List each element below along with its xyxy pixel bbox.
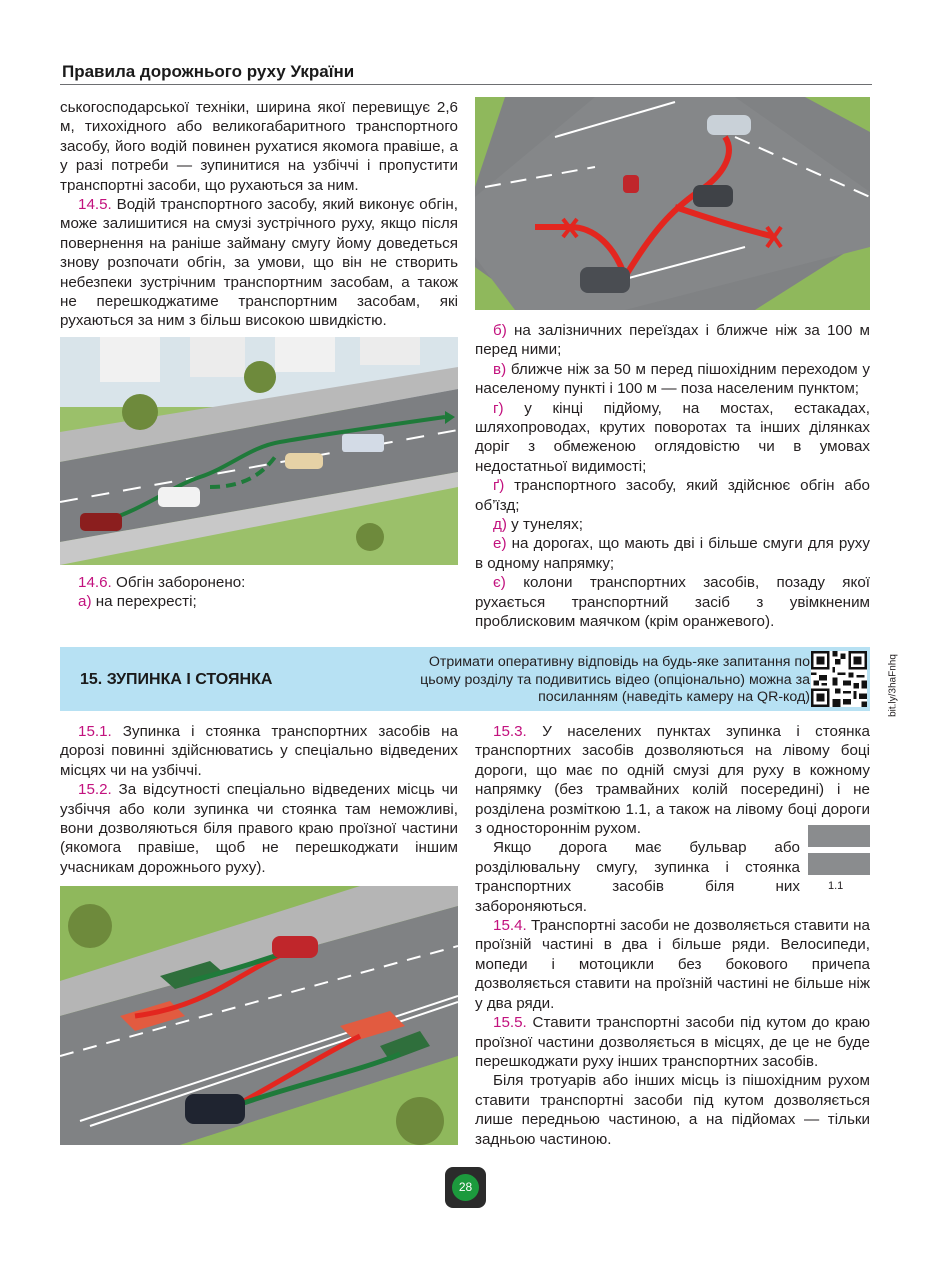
left-column-top	[60, 98, 458, 331]
list-text: на дорогах, що мають дві і більше смуги для руху в одному напрямку;	[475, 535, 870, 572]
list-text: у кінці підйому, на мостах, естакадах, шляхопроводах, крутих поворотах та інших ділянках доріг з обмеженою оглядовістю чи в умовах недостатньої видимості;	[475, 399, 870, 475]
list-text: на залізничних переїздах і ближче ніж за 100 м перед ними;	[475, 322, 870, 359]
paragraph-continuation: ськогосподарської техніки, ширина якої перевищує 2,6 м, тихохідного або великогабаритного транспортного засобу, його водій повинен рухатися якомога правіше, а у разі потреби — зупинитися на узбіччі і пропустити транспортні засоби, що рухаються за ним.	[60, 99, 458, 194]
clause-number: 15.5.	[493, 1014, 527, 1032]
right-column-section15	[475, 722, 870, 1149]
list-item	[475, 360, 870, 399]
list-text: транспортного засобу, який здійснює обгін або об’їзд;	[475, 477, 870, 514]
paragraph-14-6	[60, 573, 458, 592]
qr-short-link[interactable]: bit.ly/3haFnhq	[887, 654, 899, 717]
clause-text: Транспортні засоби не дозволяється ставити на проїзній частині в два і більше ряди. Велосипеди, мопеди і мотоцикли без бокового причепа дозволяється ставити на проїзній частині не більше ніж у два ряди.	[475, 917, 870, 1012]
list-item	[475, 399, 870, 477]
left-column-list-start	[60, 573, 458, 612]
list-item	[475, 476, 870, 515]
list-item	[475, 534, 870, 573]
clause-number: 14.6.	[78, 574, 112, 591]
list-text: колони транспортних засобів, позаду якої рухається транспортний засіб з увімкненим проблисковим маячком (крім оранжевого).	[475, 574, 870, 631]
qr-note: Отримати оперативну відповідь на будь-яке запитання по цьому розділу та подивитись відео (опціонально) можна за посиланням (наведіть камеру на QR-код)	[420, 654, 810, 705]
list-item	[475, 573, 870, 631]
list-letter: є)	[493, 574, 506, 592]
page-number: 28	[452, 1174, 479, 1201]
clause-text: Зупинка і стоянка транспортних засобів на дорозі повинні здійснюватись у спеціально відведених місцях чи на узбіччі.	[60, 723, 458, 779]
clause-number: 15.3.	[493, 723, 527, 740]
paragraph-15-1	[60, 722, 458, 780]
clause-text: Ставити транспортні засоби під кутом до краю проїзної частини дозволяється в місцях, де це не буде перешкоджати руху інших транспортних засобів.	[475, 1014, 870, 1070]
paragraph-15-3	[475, 722, 870, 838]
paragraph-15-5	[475, 1013, 870, 1071]
list-letter: б)	[493, 322, 507, 339]
list-text: на перехресті;	[95, 593, 197, 611]
clause-text: Обгін заборонено:	[116, 574, 246, 591]
paragraph-15-2	[60, 780, 458, 877]
list-letter: ґ)	[493, 477, 505, 495]
paragraph-boulevard: Якщо дорога має бульвар або розділювальну смугу, зупинка і стоянка транспортних засобів біля них забороняються.	[475, 839, 800, 915]
clause-number: 15.1.	[78, 723, 112, 740]
clause-text: У населених пунктах зупинка і стоянка транспортних засобів дозволяються на лівому боці дороги, що має по одній смузі для руху в кожному напрямку (без трамвайних колій посередині) і не розділена розміткою 1.1, а також на лівому боці дороги з одностороннім рухом.	[475, 723, 870, 838]
list-letter: а)	[78, 593, 92, 611]
road-marking-1-1-icon	[808, 825, 870, 877]
list-item	[475, 515, 870, 534]
page-number-badge	[445, 1167, 486, 1208]
paragraph-angle-parking: Біля тротуарів або інших місць із пішохідним рухом ставити транспортні засоби під кутом дозволяється лише передньою частиною, а на підйомах — тільки задньою частиною.	[475, 1072, 870, 1148]
paragraph-14-5	[60, 195, 458, 331]
clause-text: За відсутності спеціально відведених місць чи узбіччя або коли зупинка чи стоянка там неможливі, вони дозволяються біля правого краю проїзної частини (якомога правіше, щоб не перешкоджати іншим учасникам дорожнього руху).	[60, 781, 458, 876]
illustration-intersection	[475, 97, 870, 310]
running-header: Правила дорожнього руху України	[62, 62, 355, 81]
illustration-overtaking-road	[60, 337, 458, 565]
clause-number: 14.5.	[78, 196, 112, 214]
paragraph-15-4	[475, 916, 870, 1013]
clause-text: Водій транспортного засобу, який виконує обгін, може залишитися на смузі зустрічного руху, якщо після повернення на раніше займану смугу йому доведеться знову розпочати обгін, за умови, що він не створить небезпеки зустрічним транспортним засобам, а також не перешкоджатиме транспортним засобам, які рухаються за ним з більш високою швидкістю.	[60, 196, 458, 330]
illustration-parking	[60, 886, 458, 1145]
clause-number: 15.4.	[493, 917, 527, 935]
clause-number: 15.2.	[78, 781, 112, 799]
list-letter: в)	[493, 360, 507, 378]
list-letter: е)	[493, 535, 507, 553]
qr-code-icon[interactable]	[811, 651, 867, 707]
right-column-list	[475, 321, 870, 632]
list-text: у тунелях;	[511, 516, 583, 534]
header-rule	[60, 84, 872, 85]
road-marking-label: 1.1	[828, 880, 844, 892]
left-column-section15	[60, 722, 458, 877]
list-text: ближче ніж за 50 м перед пішохідним переходом у населеному пункті і 100 м — поза населеним пунктом;	[475, 360, 870, 398]
list-letter: д)	[493, 516, 507, 534]
section-title: 15. ЗУПИНКА І СТОЯНКА	[80, 671, 273, 688]
list-letter: г)	[493, 399, 504, 417]
list-item	[475, 321, 870, 360]
list-item-a	[60, 592, 458, 611]
section-banner	[60, 647, 870, 711]
